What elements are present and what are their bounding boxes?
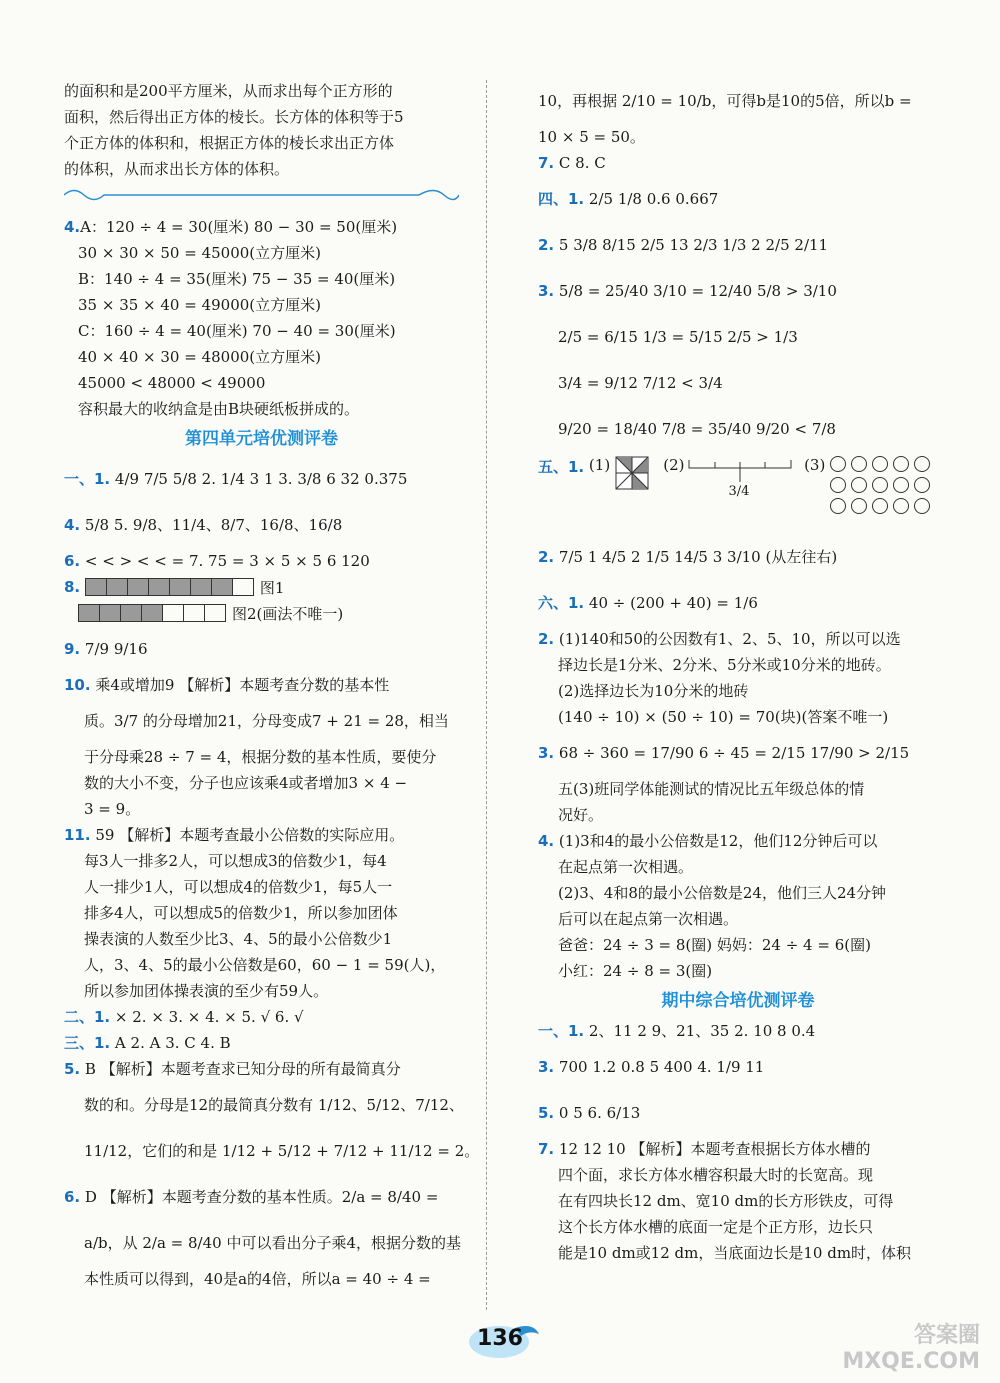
answer-line: 容积最大的收纳盒是由B块硬纸板拼成的。 xyxy=(78,400,360,418)
answer-line: 2. (1)140和50的公因数有1、2、5、10，所以可以选 xyxy=(538,630,901,648)
circle-icon xyxy=(893,456,909,472)
circle-icon xyxy=(872,456,888,472)
figure-1-label: 图1 xyxy=(259,578,285,597)
answer-line: 小红：24 ÷ 8 = 3(圈) xyxy=(558,962,713,980)
answer-line: 40 × 40 × 30 = 48000(立方厘米) xyxy=(78,348,321,366)
circle-icon xyxy=(914,498,930,514)
answer-line: 10，再根据 2/10 = 10/b，可得b是10的5倍，所以b = xyxy=(538,92,912,110)
answer-line: 四、1. 2/5 1/8 0.6 0.667 xyxy=(538,190,719,208)
answer-line: 况好。 xyxy=(558,806,604,824)
figure-1-row: 8. 图1 xyxy=(64,578,285,597)
circle-icon xyxy=(830,456,846,472)
answer-line: 5. B 【解析】本题考查求已知分母的所有最简真分 xyxy=(64,1060,401,1078)
answer-line: 11. 59 【解析】本题考查最小公倍数的实际应用。 xyxy=(64,826,405,844)
answer-line: 9/20 = 18/40 7/8 = 35/40 9/20 < 7/8 xyxy=(558,420,836,438)
midterm-block xyxy=(538,1018,938,1266)
answer-line: 4. (1)3和4的最小公倍数是12，他们12分钟后可以 xyxy=(538,832,878,850)
answer-line: 7. 12 12 10 【解析】本题考查根据长方体水槽的 xyxy=(538,1140,871,1158)
answer-line: 45000 < 48000 < 49000 xyxy=(78,374,266,392)
intro-line: 的面积和是200平方厘米，从而求出每个正方形的 xyxy=(64,82,393,100)
left-column xyxy=(64,78,480,1292)
answer-line: 2. 5 3/8 8/15 2/5 13 2/3 1/3 2 2/5 2/11 xyxy=(538,236,829,254)
answer-line: 数的和。分母是12的最简真分数有 1/12、5/12、7/12、 xyxy=(84,1096,464,1114)
answer-line: 3. 700 1.2 0.8 5 400 4. 1/9 11 xyxy=(538,1058,765,1076)
answer-line: 四个面，求长方体水槽容积最大时的长宽高。现 xyxy=(558,1166,874,1184)
answer-line: 6. < < > < < = 7. 75 = 3 × 5 × 5 6 120 xyxy=(64,552,370,570)
answer-line: 排多4人，可以想成5的倍数少1，所以参加团体 xyxy=(84,904,398,922)
answer-line: 3 = 9。 xyxy=(84,800,141,818)
answer-line: 能是10 dm或12 dm，当底面边长是10 dm时，体积 xyxy=(558,1244,912,1262)
midterm-title: 期中综合培优测评卷 xyxy=(661,991,815,1011)
answer-line: 操表演的人数至少比3、4、5的最小公倍数少1 xyxy=(84,930,393,948)
section-5-block: 五、1. (1) (2) 3/4 (3) xyxy=(538,456,938,534)
answer-line: 3. 5/8 = 25/40 3/10 = 12/40 5/8 > 3/10 xyxy=(538,282,837,300)
answer-line: 所以参加团体操表演的至少有59人。 xyxy=(84,982,329,1000)
circle-icon xyxy=(830,498,846,514)
figure-2-label: 图2(画法不唯一) xyxy=(232,604,344,623)
question-11-block xyxy=(64,822,459,1004)
page-number: 136 xyxy=(455,1318,545,1360)
answer-line: 2/5 = 6/15 1/3 = 5/15 2/5 > 1/3 xyxy=(558,328,798,346)
section-4-block xyxy=(538,176,938,452)
circle-icon xyxy=(914,477,930,493)
answer-line: 一、1. 2、11 2 9、21、35 2. 10 8 0.4 xyxy=(538,1022,816,1040)
answer-line: 人，3、4、5的最小公倍数是60，60 − 1 = 59(人)， xyxy=(84,956,446,974)
intro-line: 面积，然后得出正方体的棱长。长方体的体积等于5 xyxy=(64,108,404,126)
section-1-block xyxy=(64,456,459,672)
answer-line: a/b，从 2/a = 8/40 中可以看出分子乘4，根据分数的基 xyxy=(84,1234,462,1252)
circle-icon xyxy=(872,477,888,493)
circles-figure xyxy=(830,456,930,514)
shaded-square-figure xyxy=(615,456,649,490)
answer-line: 后可以在起点第一次相遇。 xyxy=(558,910,739,928)
number-line-fraction: 3/4 xyxy=(728,484,750,499)
answer-line: 9. 7/9 9/16 xyxy=(64,640,148,658)
answer-line: 4.A：120 ÷ 4 = 30(厘米) 80 − 30 = 50(厘米) xyxy=(64,218,398,236)
answer-line: 35 × 35 × 40 = 49000(立方厘米) xyxy=(78,296,321,314)
answer-line: 11/12，它们的和是 1/12 + 5/12 + 7/12 + 11/12 = 2。 xyxy=(84,1142,480,1160)
answer-line: 3. 68 ÷ 360 = 17/90 6 ÷ 45 = 2/15 17/90 > 2/15 xyxy=(538,744,910,762)
circle-icon xyxy=(851,498,867,514)
section-3-line: 三、1. A 2. A 3. C 4. B xyxy=(64,1034,231,1052)
intro-paragraph xyxy=(64,78,459,182)
answer-line: (2)选择边长为10分米的地砖 xyxy=(558,682,749,700)
section-6-block xyxy=(538,580,938,984)
answer-line: 于分母乘28 ÷ 7 = 4，根据分数的基本性质，要使分 xyxy=(84,748,437,766)
answer-line: 10. 乘4或增加9 【解析】本题考查分数的基本性 xyxy=(64,676,390,694)
answer-line: C：160 ÷ 4 = 40(厘米) 70 − 40 = 30(厘米) xyxy=(78,322,396,340)
answer-line: 在有四块长12 dm、宽10 dm的长方形铁皮，可得 xyxy=(558,1192,894,1210)
answer-line: 6. D 【解析】本题考查分数的基本性质。2/a = 8/40 = xyxy=(64,1188,439,1206)
answer-line: 一、1. 4/9 7/5 5/8 2. 1/4 3 1 3. 3/8 6 32 0.375 xyxy=(64,470,408,488)
answer-line: 数的大小不变，分子也应该乘4或者增加3 × 4 − xyxy=(84,774,408,792)
answer-line: 7. C 8. C xyxy=(538,154,606,172)
answer-line: 爸爸：24 ÷ 3 = 8(圈) 妈妈：24 ÷ 4 = 6(圈) xyxy=(558,936,871,954)
answer-line: 每3人一排多2人，可以想成3的倍数少1，每4 xyxy=(84,852,387,870)
number-line-figure xyxy=(685,456,795,516)
fraction-bar-figure-2 xyxy=(78,604,226,622)
answer-line: 择边长是1分米、2分米、5分米或10分米的地砖。 xyxy=(558,656,891,674)
answer-line: B：140 ÷ 4 = 35(厘米) 75 − 35 = 40(厘米) xyxy=(78,270,396,288)
answer-line: 4. 5/8 5. 9/8、11/4、8/7、16/8、16/8 xyxy=(64,516,343,534)
section-5-q2: 2. 7/5 1 4/5 2 1/5 14/5 3 3/10 (从左往右) xyxy=(538,548,838,566)
fraction-bar-figure-1 xyxy=(85,578,254,596)
part-2-label: (2) xyxy=(663,456,685,474)
continuation-block xyxy=(538,78,938,176)
column-divider xyxy=(486,80,487,1310)
circle-icon xyxy=(851,477,867,493)
question-10-block xyxy=(64,672,459,822)
circle-icon xyxy=(914,456,930,472)
circle-icon xyxy=(851,456,867,472)
circle-icon xyxy=(830,477,846,493)
section-2-line: 二、1. × 2. × 3. × 4. × 5. √ 6. √ xyxy=(64,1008,304,1026)
answer-line: 质。3/7 的分母增加21，分母变成7 + 21 = 28，相当 xyxy=(84,712,449,730)
part-1-label: (1) xyxy=(588,456,611,474)
answer-line: 五(3)班同学体能测试的情况比五年级总体的情 xyxy=(558,780,865,798)
answer-line: 10 × 5 = 50。 xyxy=(538,128,645,146)
answer-line: 这个长方体水槽的底面一定是个正方形，边长只 xyxy=(558,1218,874,1236)
answer-line: (140 ÷ 10) × (50 ÷ 10) = 70(块)(答案不唯一) xyxy=(558,708,889,726)
decorative-divider xyxy=(64,186,459,204)
answer-line: 5. 0 5 6. 6/13 xyxy=(538,1104,641,1122)
answer-line: 30 × 30 × 50 = 45000(立方厘米) xyxy=(78,244,321,262)
answer-line: 本性质可以得到，40是a的4倍，所以a = 40 ÷ 4 = xyxy=(84,1270,431,1288)
figure-2-row xyxy=(64,600,459,626)
intro-line: 个正方体的体积和，根据正方体的棱长求出正方体 xyxy=(64,134,395,152)
unit4-title: 第四单元培优测评卷 xyxy=(185,429,338,449)
answer-line: 3/4 = 9/12 7/12 < 3/4 xyxy=(558,374,723,392)
watermark: 答案圈 MXQE.COM xyxy=(842,1323,980,1374)
answer-line: 在起点第一次相遇。 xyxy=(558,858,694,876)
question-5-block xyxy=(64,1056,480,1174)
number-line-icon xyxy=(685,456,795,486)
circle-icon xyxy=(893,498,909,514)
intro-line: 的体积，从而求出长方体的体积。 xyxy=(64,160,290,178)
right-column xyxy=(538,78,938,1266)
question-4-block xyxy=(64,214,459,422)
question-6-block xyxy=(64,1174,462,1292)
answer-line: (2)3、4和8的最小公倍数是24，他们三人24分钟 xyxy=(558,884,887,902)
circle-icon xyxy=(872,498,888,514)
answer-line: 人一排少1人，可以想成4的倍数少1，每5人一 xyxy=(84,878,393,896)
answer-line: 六、1. 40 ÷ (200 + 40) = 1/6 xyxy=(538,594,758,612)
circle-icon xyxy=(893,477,909,493)
part-3-label: (3) xyxy=(804,456,826,474)
